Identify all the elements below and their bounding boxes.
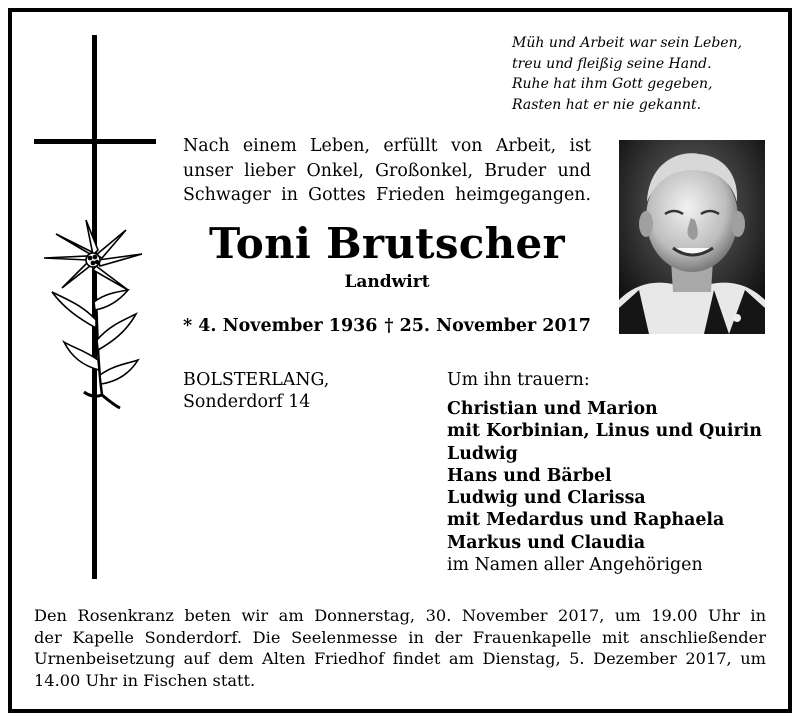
birth-date: * 4. November 1936 [183,316,378,336]
poem-line: treu und fleißig seine Hand. [512,55,712,72]
intro-line: Schwager in Gottes Frieden heimgegangen. [183,185,591,205]
mourner-item: mit Medardus und Raphaela [447,510,725,531]
cross-horizontal-bar [34,139,156,144]
deceased-name: Toni Brutscher [209,219,565,268]
death-date: † 25. November 2017 [384,316,591,336]
portrait-image [619,140,765,334]
footer-line: der Kapelle Sonderdorf. Die Seelenmesse in der Frauenkapelle mit anschließender [34,627,766,647]
mourner-item: Christian und Marion [447,399,658,419]
poem-line: Ruhe hat ihm Gott gegeben, [512,76,713,92]
address-line: Sonderdorf 14 [183,392,311,412]
mourner-item: Ludwig und Clarissa [447,488,646,509]
life-dates [183,314,591,338]
mourner-item: Hans und Bärbel [447,465,612,486]
footer-line: Urnenbeisetzung auf dem Alten Friedhof findet am Dienstag, 5. Dezember 2017, um [34,649,766,668]
intro-text [183,134,591,208]
portrait-photo [619,140,765,334]
poem-line: Rasten hat er nie gekannt. [512,96,702,113]
footer-line: Den Rosenkranz beten wir am Donnerstag, 30. November 2017, um 19.00 Uhr in [34,606,766,625]
address-line: BOLSTERLANG, [183,370,330,390]
mourners-heading: Um ihn trauern: [447,370,590,390]
deceased-occupation: Landwirt [344,272,430,292]
poem [512,33,782,115]
mourners-list [447,398,762,576]
intro-line: Nach einem Leben, erfüllt von Arbeit, ist [183,136,591,156]
mourner-item: Ludwig [447,443,518,464]
mourner-item: Markus und Claudia [447,532,646,553]
mourners-closing: im Namen aller Angehörigen [447,555,703,576]
mourner-item: mit Korbinian, Linus und Quirin [447,421,762,442]
footer-line: 14.00 Uhr in Fischen statt. [34,670,256,690]
service-information [34,605,766,691]
edelweiss-icon [38,210,148,410]
intro-line: unser lieber Onkel, Großonkel, Bruder und [183,160,591,181]
address [183,369,329,413]
poem-line: Müh und Arbeit war sein Leben, [512,35,743,51]
